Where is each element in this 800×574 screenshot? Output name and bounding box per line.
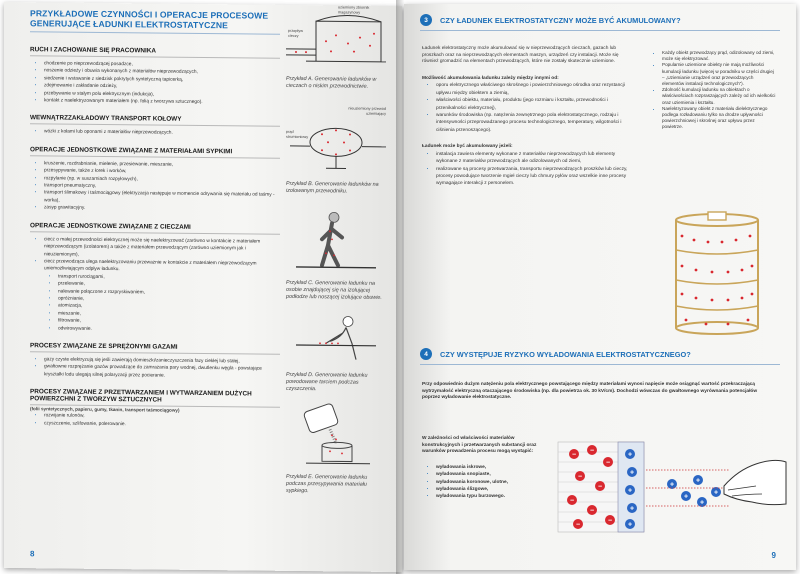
list-item: • przesypywanie, także z łorek i worków, bbox=[44, 168, 280, 178]
section-number-badge: 4 bbox=[420, 348, 432, 360]
conductor-illustration bbox=[286, 112, 386, 173]
svg-text:−: − bbox=[597, 483, 603, 491]
list-item: • gazy czyste elektryzują się jeśli zawierają domieszki/zanieczyszczenia fazy ciekłej lub stałej, bbox=[44, 356, 280, 366]
left-text-column bbox=[30, 8, 280, 430]
figure-b bbox=[286, 106, 386, 196]
section-heading: WEWNĄTRZZAKŁADOWY TRANSPORT KOŁOWY bbox=[30, 115, 280, 128]
list-item: • wyładowania ślizgowe, bbox=[436, 486, 544, 493]
list-item: • Popularnie uziemione obiekty nie mają możliwości kumulacji ładunku (więcej w poradniku w części drugiej – „Uziemianie urządzeń oraz przewodzących elementów instalacji technologicznych”). bbox=[662, 62, 776, 87]
section-heading: RUCH I ZACHOWANIE SIĘ PRACOWNIKA bbox=[30, 46, 280, 59]
section-number-badge: 3 bbox=[420, 14, 432, 26]
section-4-header bbox=[420, 348, 691, 360]
figure-e bbox=[286, 403, 386, 496]
bullet-list bbox=[422, 151, 632, 188]
figure-caption: Przykład C. Generowanie ładunku na osobie znajdującej się na izolującej podłodze lub noszącej izolujące obuwie. bbox=[286, 279, 382, 301]
list-item: • wyładowania koronowe, ulotne, bbox=[436, 479, 544, 486]
figure-label: nieuziemiony przewód uziemiający bbox=[348, 106, 386, 116]
section-4-body bbox=[422, 382, 774, 402]
list-item: • atomizacja, bbox=[58, 303, 280, 313]
figure-caption: Przykład A. Generowanie ładunków w cieczach o niskim przewodnictwie. bbox=[286, 75, 377, 90]
list-item: • realizowane są procesy przetwarzania, transportu nieprzewodzących proszków lub cieczy, procesy powodujące tworzenie mgieł cieczy lub chmury pyłów oraz wszelkie inne procesy wymagające interakcji z personelem. bbox=[436, 166, 632, 188]
list-item: • filtrowanie, bbox=[58, 318, 280, 328]
section-3-body bbox=[422, 46, 632, 188]
list-item: • kontakt z naelektryzowanym materiałem (np. folią z tworzywa sztucznego). bbox=[44, 97, 280, 107]
list-item: • transport rurociągami, bbox=[58, 273, 280, 283]
list-item: • właściwości obiektu, materiału, produktu (jego rozmiaru i kształtu, przewodności i przenikalności elektrycznej), bbox=[436, 97, 632, 112]
list-item: • oporu elektrycznego właściwego skrośnego i powierzchniowego ośrodka oraz rezystancji upływu między obiektem a ziemią, bbox=[436, 82, 632, 97]
list-item: • noszenie odzieży i obuwia wykonanych z materiałów nieprzewodzących, bbox=[44, 68, 280, 78]
svg-text:−: − bbox=[605, 459, 611, 467]
svg-text:+: + bbox=[683, 493, 689, 501]
figure-label: uziemiony zbiornik magazynowy bbox=[338, 5, 370, 15]
list-item: • nalewanie połączone z rozpryskiwaniem, bbox=[58, 288, 280, 298]
list-item: • Naelektryzowany obiekt z materiału dielektrycznego podlega rozładowaniu tylko na drodze upływności powierzchniowej i skrośnej oraz upływu przez powietrze. bbox=[662, 106, 776, 131]
pouring-illustration bbox=[286, 403, 386, 466]
svg-text:−: − bbox=[575, 521, 581, 529]
svg-text:+: + bbox=[695, 477, 701, 485]
list-item: • czyszczenie, szlifowanie, polerowanie. bbox=[44, 420, 280, 430]
list-item: • transport pneumatyczny, bbox=[44, 182, 280, 192]
bullet-list bbox=[30, 60, 280, 107]
list-item: • gwałtowne rozprężanie gazów prowadzące do zamrażania pary wodnej, dwutlenku węgla - powstające kryształki lodu ulegają silnej polaryzacji przez pocieranie. bbox=[44, 364, 280, 381]
list-item: • wózki z kołami lub oponami z materiałów nieprzewodzących. bbox=[44, 129, 280, 139]
page-number: 8 bbox=[30, 549, 35, 559]
list-item: • instalacja zawiera elementy wykonane z materiałów nieprzewodzących lub elementy wykonane z materiałów przewodzących ale odizolowanych od ziemi, bbox=[436, 151, 632, 166]
list-item: • wyładowania snopiaste, bbox=[436, 471, 544, 478]
list-item: • wyładowania typu burzowego. bbox=[436, 493, 544, 500]
list-item: • warunków środowiska (np. natężenia zewnętrznego pola elektrostatycznego, rodzaju i intensywności przeprowadzanego procesu technologicznego, temperatury, wilgotności i ciśnienia przenoszącego). bbox=[436, 112, 632, 134]
bullet-list bbox=[422, 82, 632, 134]
bullet-list bbox=[30, 356, 280, 381]
paragraph: Ładunek elektrostatyczny może akumulować się w nieprzewodzących cieczach, gazach lub proszkach oraz na nieprzewodzących elementach maszyn, urządzeń czy instalacji. Może się również gromadzić na elementach przewodzących, które nie zostały skutecznie uziemione. bbox=[422, 46, 619, 65]
section-heading: OPERACJE JEDNOSTKOWE ZWIĄZANE Z MATERIAŁAMI SYPKIMI bbox=[30, 146, 280, 159]
bullet-list bbox=[30, 129, 280, 139]
figure-label: przepływ cieczy bbox=[288, 28, 303, 38]
list-item: • kruszenie, rozdrabnianie, mielenie, przesiewanie, mieszanie, bbox=[44, 160, 280, 170]
list-item: • Każdy obiekt przewodzący prąd, odizolowany od ziemi, może się elektryzować. bbox=[662, 50, 776, 62]
svg-text:+: + bbox=[713, 489, 719, 497]
section-4-list bbox=[422, 436, 544, 501]
charged-cylinder-illustration bbox=[662, 210, 772, 340]
list-item: • Zdolność kumulacji ładunku na obiektach o właściwościach rozpraszających zależy od ich wielkości oraz uziemienia i kształtu. bbox=[662, 87, 776, 106]
list-item: • siedzenie i wstawanie z siedzisk pokrytych syntetyczną tapicerką, bbox=[44, 75, 280, 85]
section-title: CZY WYSTĘPUJE RYZYKO WYŁADOWANIA ELEKTROSTATYCZNEGO? bbox=[440, 349, 691, 359]
list-item: • mieszanie, bbox=[58, 310, 280, 320]
section-title: CZY ŁADUNEK ELEKTROSTATYCZNY MOŻE BYĆ AKUMULOWANY? bbox=[440, 15, 681, 25]
bullet-list bbox=[30, 412, 280, 429]
svg-text:+: + bbox=[629, 505, 635, 513]
left-page bbox=[4, 2, 402, 572]
side-notes bbox=[648, 50, 776, 131]
list-item: • ciecz o małej przewodności elektrycznej może się naelektryzować (zarówno w kontakcie z materiałem nieprzewodzącym (izolatorem) a także z materiałem przewodzącym (zarówno uziemionym jak i nieuziemionym), bbox=[44, 236, 280, 261]
svg-text:−: − bbox=[577, 473, 583, 481]
list-item: • rozwijanie rulonów, bbox=[44, 413, 280, 423]
svg-text:+: + bbox=[699, 499, 705, 507]
bullet-list bbox=[30, 236, 280, 276]
figure-caption: Przykład B. Generowanie ładunków na izolowanym przewodniku. bbox=[286, 180, 379, 195]
bullet-list bbox=[30, 160, 280, 214]
page-number: 9 bbox=[771, 551, 776, 560]
figure-caption: Przykład D. Generowanie ładunku powodowane tarciem podczas czyszczenia. bbox=[286, 371, 368, 393]
section-heading: PROCESY ZWIĄZANE Z PRZETWARZANIEM I WYTWARZANIEM DUŻYCH POWIERZCHNI Z TWORZYW SZTUCZNYCH bbox=[30, 388, 280, 408]
divider bbox=[420, 364, 780, 365]
figure-caption: Przykład E. Generowanie ładunku podczas przesypywania materiału sypkiego. bbox=[286, 473, 368, 495]
list-item: • zasyp grawitacyjny. bbox=[44, 205, 280, 215]
section-note: (folii syntetycznych, papieru, gumy, tkanin, transport taśmociągowy) bbox=[30, 406, 180, 413]
svg-text:−: − bbox=[589, 447, 595, 455]
svg-text:−: − bbox=[571, 451, 577, 459]
list-item: • wyładowania iskrowe, bbox=[436, 464, 544, 471]
divider bbox=[420, 30, 780, 31]
figure-label: prąd strumieniowy bbox=[286, 129, 309, 139]
list-item: • przelewanie, bbox=[58, 281, 280, 291]
list-item: • przebywanie w stałym polu elektrycznym (indukcja), bbox=[44, 90, 280, 100]
paragraph: Przy odpowiednio dużym natężeniu pola elektrycznego powstającego między materiałami wynosi napięcie może osiągnąć wartość przekraczającą wytrzymałość elektryczną otaczającego środowiska (np. dla powietrza ok. 30 kV/cm). Dochodzi wówczas do gwałtownego wyrównania potencjałów poprzez wyładowanie elektrostatyczne. bbox=[422, 382, 758, 401]
bullet-list bbox=[422, 464, 544, 501]
svg-text:+: + bbox=[629, 469, 635, 477]
figure-d bbox=[286, 313, 386, 394]
right-page bbox=[404, 4, 796, 570]
figure-c bbox=[286, 209, 386, 302]
cleaning-person-illustration bbox=[286, 313, 386, 364]
svg-text:−: − bbox=[569, 497, 575, 505]
svg-text:−: − bbox=[589, 507, 595, 515]
svg-text:+: + bbox=[627, 521, 633, 529]
page-title: PRZYKŁADOWE CZYNNOŚCI I OPERACJE PROCESOWE GENERUJĄCE ŁADUNKI ELEKTROSTATYCZNE bbox=[30, 8, 280, 35]
paragraph: W zależności od właściwości materiałów konstrukcyjnych i przetwarzanych substancji oraz warunków prowadzenia procesu mogą wystąpić: bbox=[422, 436, 537, 455]
svg-text:+: + bbox=[627, 487, 633, 495]
list-item: • rozpylanie (np. w suszarniach rozpyłowych), bbox=[44, 175, 280, 185]
walking-person-illustration bbox=[286, 209, 386, 272]
list-item: • chodzenie po nieprzewodzącej posadzce, bbox=[44, 60, 280, 70]
list-item: • transport ślimakowy i taśmociągowy (elektryzacja następuje w momencie odrywania się materiału od taśmy - worka), bbox=[44, 190, 280, 207]
list-item: • opróżnianie, bbox=[58, 295, 280, 305]
list-item: • zdejmowanie i zakładanie odzieży, bbox=[44, 83, 280, 93]
sub-bullet-list bbox=[30, 273, 280, 335]
figures-column bbox=[286, 5, 396, 496]
svg-text:−: − bbox=[607, 517, 613, 525]
paragraph-heading: Możliwość akumulowania ładunku zależy między innymi od: bbox=[422, 75, 559, 81]
discharge-illustration bbox=[552, 440, 788, 538]
section-3-header bbox=[420, 14, 681, 26]
bullet-list bbox=[648, 50, 776, 131]
section-heading: PROCESY ZWIĄZANE ZE SPRĘŻONYMI GAZAMI bbox=[30, 342, 280, 355]
section-heading: OPERACJE JEDNOSTKOWE ZWIĄZANE Z CIECZAMI bbox=[30, 222, 280, 235]
paragraph-heading: Ładunek może być akumulowany jeżeli: bbox=[422, 144, 513, 150]
svg-text:+: + bbox=[627, 451, 633, 459]
svg-text:+: + bbox=[669, 481, 675, 489]
figure-a bbox=[286, 5, 386, 91]
list-item: • odwirowywanie. bbox=[58, 325, 280, 335]
list-item: • ciecz przewodząca ulega naelektryzowaniu przeważnie w kontakcie z materiałem nieprzewodzącym uniemożliwiającym odpływ ładunku. bbox=[44, 258, 280, 275]
